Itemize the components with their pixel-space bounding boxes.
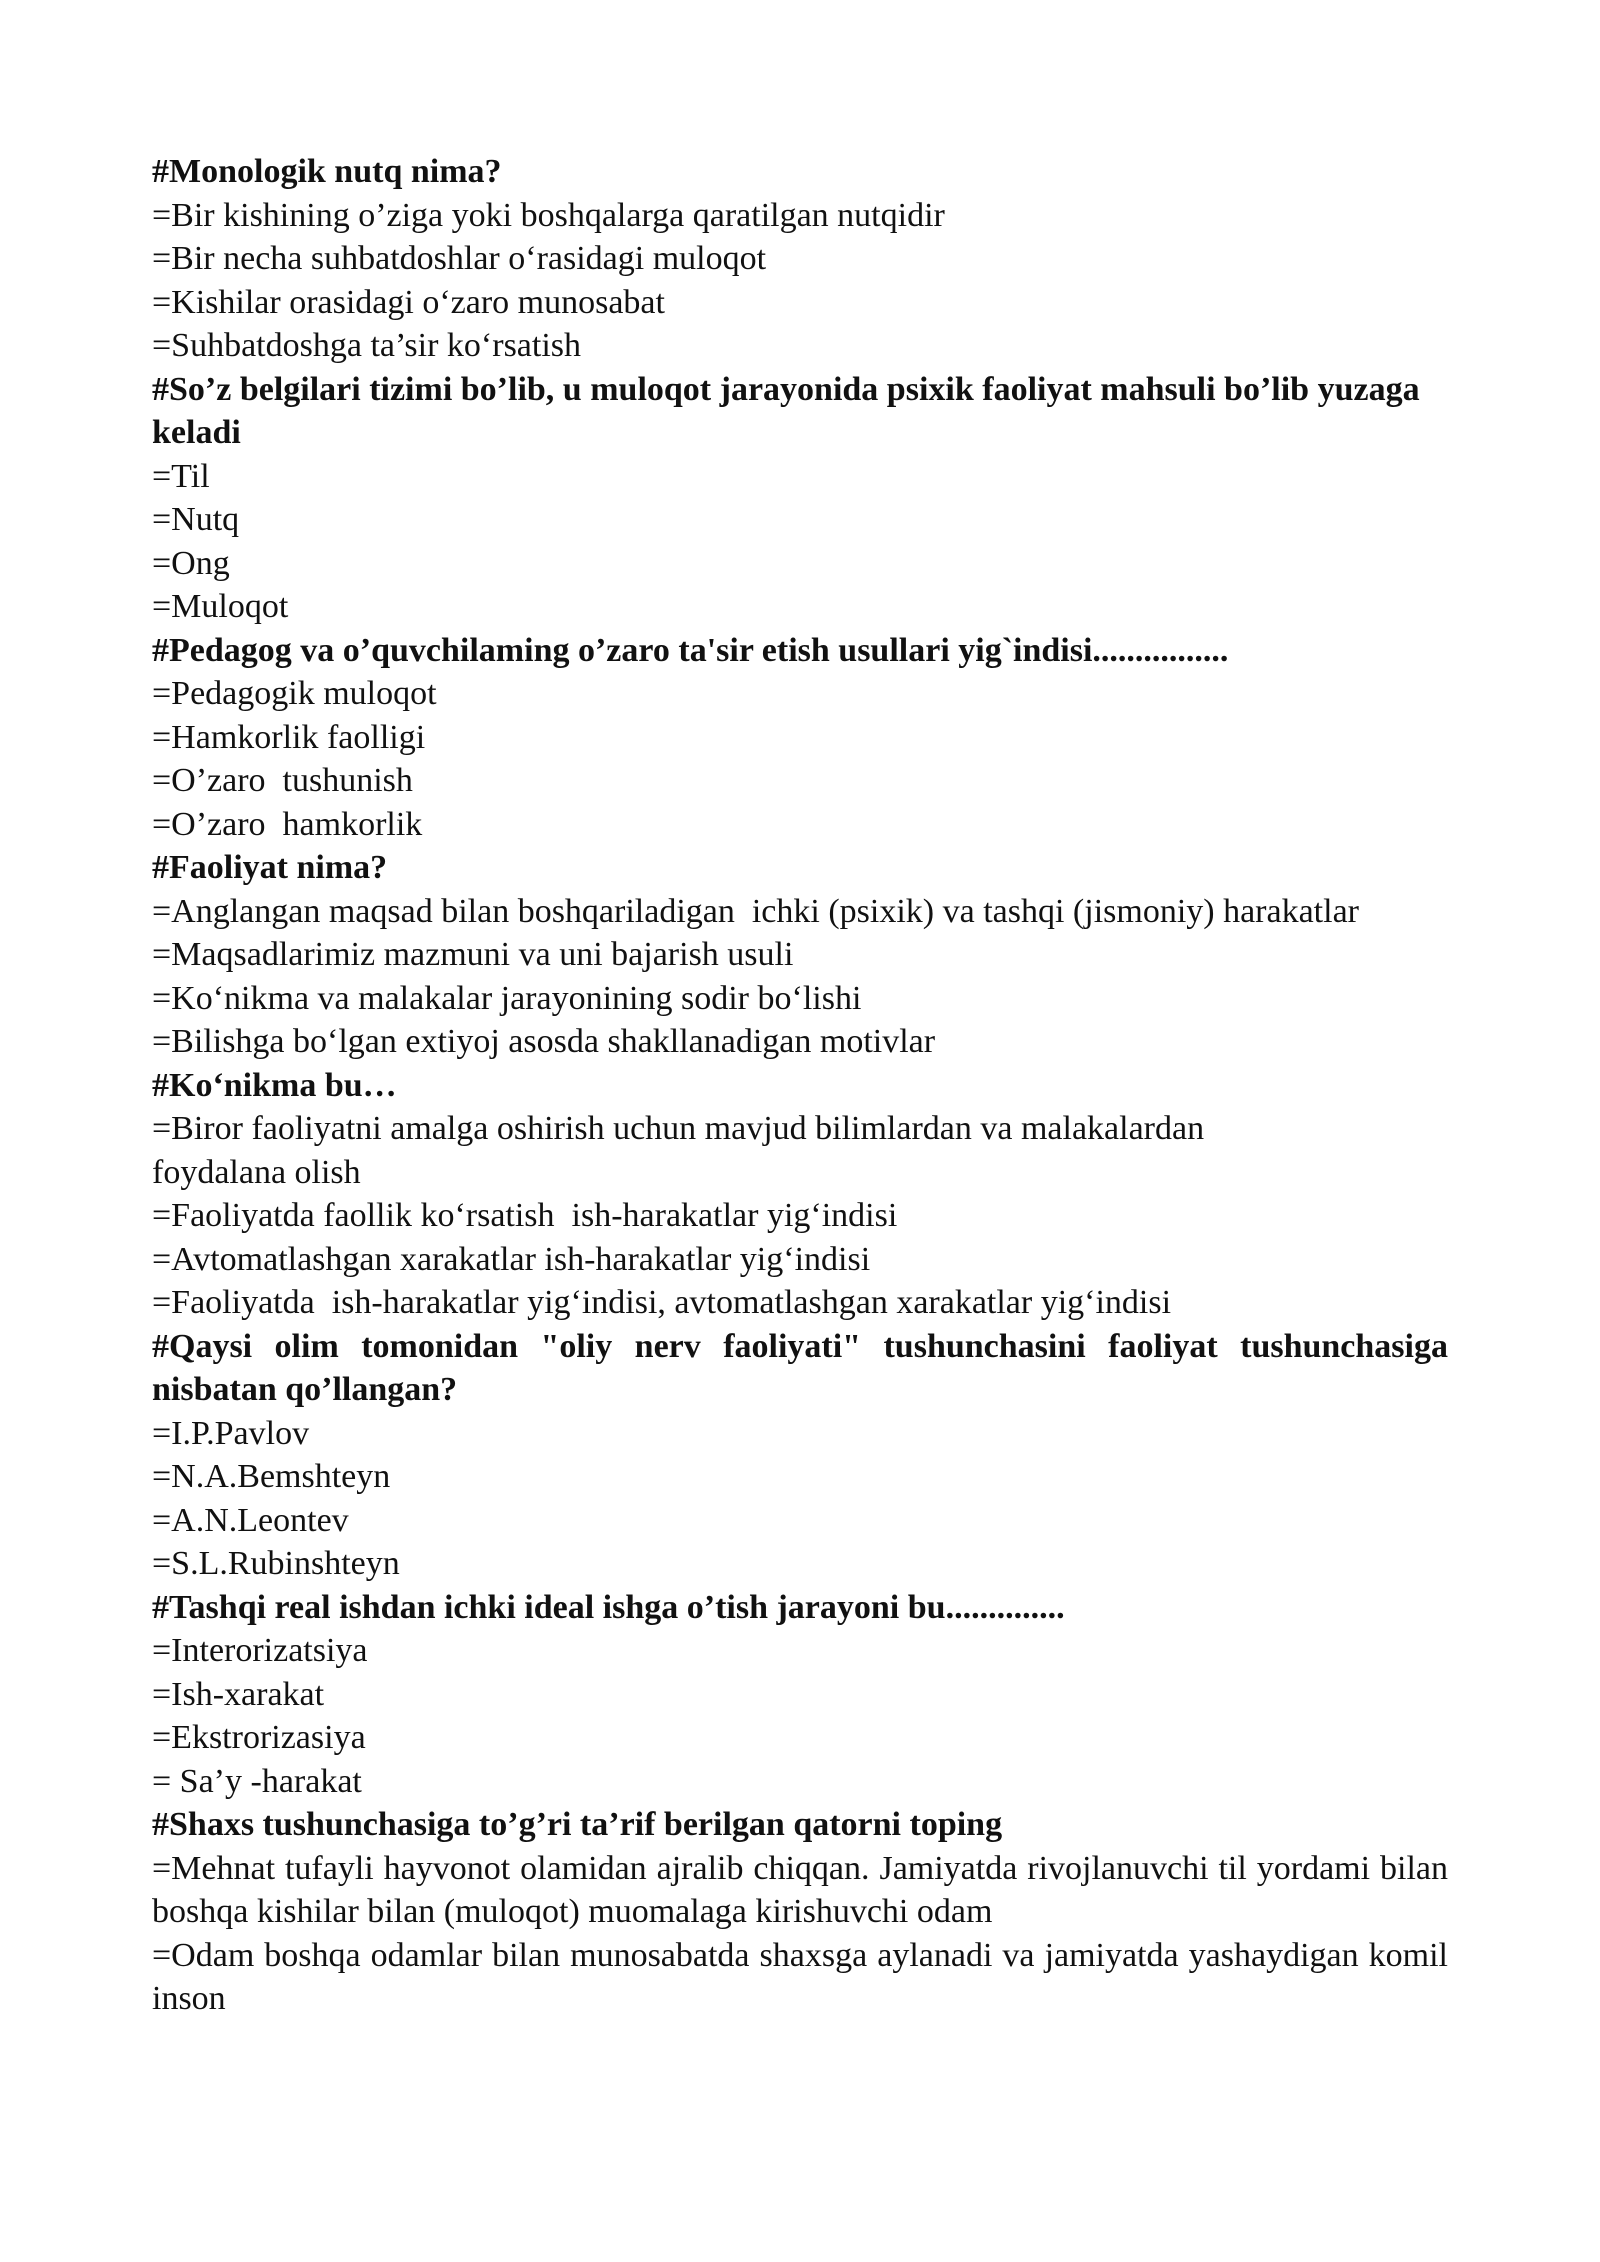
answer-option: =O’zaro tushunish xyxy=(152,762,413,799)
answer-option: =Bir necha suhbatdoshlar o‘rasidagi muloqot xyxy=(152,240,767,277)
answer-option: =Ko‘nikma va malakalar jarayonining sodir bo‘lishi xyxy=(152,979,862,1017)
question-block xyxy=(152,1064,1448,1325)
question-block xyxy=(152,1803,1457,2021)
answer-option: =Odam boshqa odamlar bilan munosabatda shaxsga aylanadi va jamiyatda yashaydigan komil inson xyxy=(152,1936,1457,2017)
answer-option: =Nutq xyxy=(152,501,240,538)
answer-option: =A.N.Leontev xyxy=(152,1501,349,1539)
question-text: #Pedagog va o’quvchilaming o’zaro ta'sir etish usullari yig`indisi................ xyxy=(152,631,1229,669)
answer-option: =Kishilar orasidagi o‘zaro munosabat xyxy=(152,283,665,321)
answer-option: =Avtomatlashgan xarakatlar ish-harakatlar yig‘indisi xyxy=(152,1240,871,1278)
answer-option: =Biror faoliyatni amalga oshirish uchun mavjud bilimlardan va malakalardan foydalana olish xyxy=(152,1110,1213,1191)
question-text: #So’z belgilari tizimi bo’lib, u muloqot jarayonida psixik faoliyat mahsuli bo’lib yuzaga keladi xyxy=(152,370,1429,451)
answer-option: =N.A.Bemshteyn xyxy=(152,1458,391,1495)
question-block xyxy=(152,368,1448,629)
answer-option: =Hamkorlik faolligi xyxy=(152,718,426,756)
answer-option: =Ekstrorizasiya xyxy=(152,1719,366,1756)
answer-option: =Muloqot xyxy=(152,588,289,625)
answer-option: =Suhbatdoshga ta’sir ko‘rsatish xyxy=(152,327,582,364)
answer-option: =I.P.Pavlov xyxy=(152,1414,310,1452)
answer-option: =Pedagogik muloqot xyxy=(152,675,437,712)
answer-option: =Anglangan maqsad bilan boshqariladigan ichki (psixik) va tashqi (jismoniy) harakatlar xyxy=(152,892,1359,930)
question-block xyxy=(152,1325,1457,1586)
answer-option: =Ish-xarakat xyxy=(152,1675,325,1713)
answer-option: =O’zaro hamkorlik xyxy=(152,805,423,843)
answer-option: =Bilishga bo‘lgan extiyoj asosda shakllanadigan motivlar xyxy=(152,1023,936,1060)
answer-option: =Til xyxy=(152,457,210,495)
question-text: #Ko‘nikma bu… xyxy=(152,1066,397,1104)
question-text: #Qaysi olim tomonidan "oliy nerv faoliyati" tushunchasini faoliyat tushunchasiga nisbatan qo’llangan? xyxy=(152,1327,1457,1408)
answer-option: =Interorizatsiya xyxy=(152,1632,368,1669)
question-block xyxy=(152,846,1448,1064)
document-page xyxy=(152,150,1457,2021)
question-text: #Shaxs tushunchasiga to’g’ri ta’rif berilgan qatorni toping xyxy=(152,1806,1003,1843)
answer-option: =Faoliyatda faollik ko‘rsatish ish-harakatlar yig‘indisi xyxy=(152,1197,898,1234)
question-text: #Tashqi real ishdan ichki ideal ishga o’tish jarayoni bu.............. xyxy=(152,1588,1065,1626)
answer-option: =Mehnat tufayli hayvonot olamidan ajralib chiqqan. Jamiyatda rivojlanuvchi til yordami bilan boshqa kishilar bilan (muloqot) muomalaga kirishuvchi odam xyxy=(152,1849,1457,1930)
answer-option: = Sa’y -harakat xyxy=(152,1762,362,1800)
answer-option: =Ong xyxy=(152,544,230,582)
question-block xyxy=(152,629,1448,847)
answer-option: =S.L.Rubinshteyn xyxy=(152,1545,400,1582)
question-text: #Monologik nutq nima? xyxy=(152,153,502,190)
answer-option: =Bir kishining o’ziga yoki boshqalarga qaratilgan nutqidir xyxy=(152,196,945,234)
answer-option: =Faoliyatda ish-harakatlar yig‘indisi, avtomatlashgan xarakatlar yig‘indisi xyxy=(152,1284,1172,1321)
answer-option: =Maqsadlarimiz mazmuni va uni bajarish usuli xyxy=(152,936,794,973)
question-block xyxy=(152,150,1448,368)
question-text: #Faoliyat nima? xyxy=(152,849,388,886)
question-block xyxy=(152,1586,1448,1804)
